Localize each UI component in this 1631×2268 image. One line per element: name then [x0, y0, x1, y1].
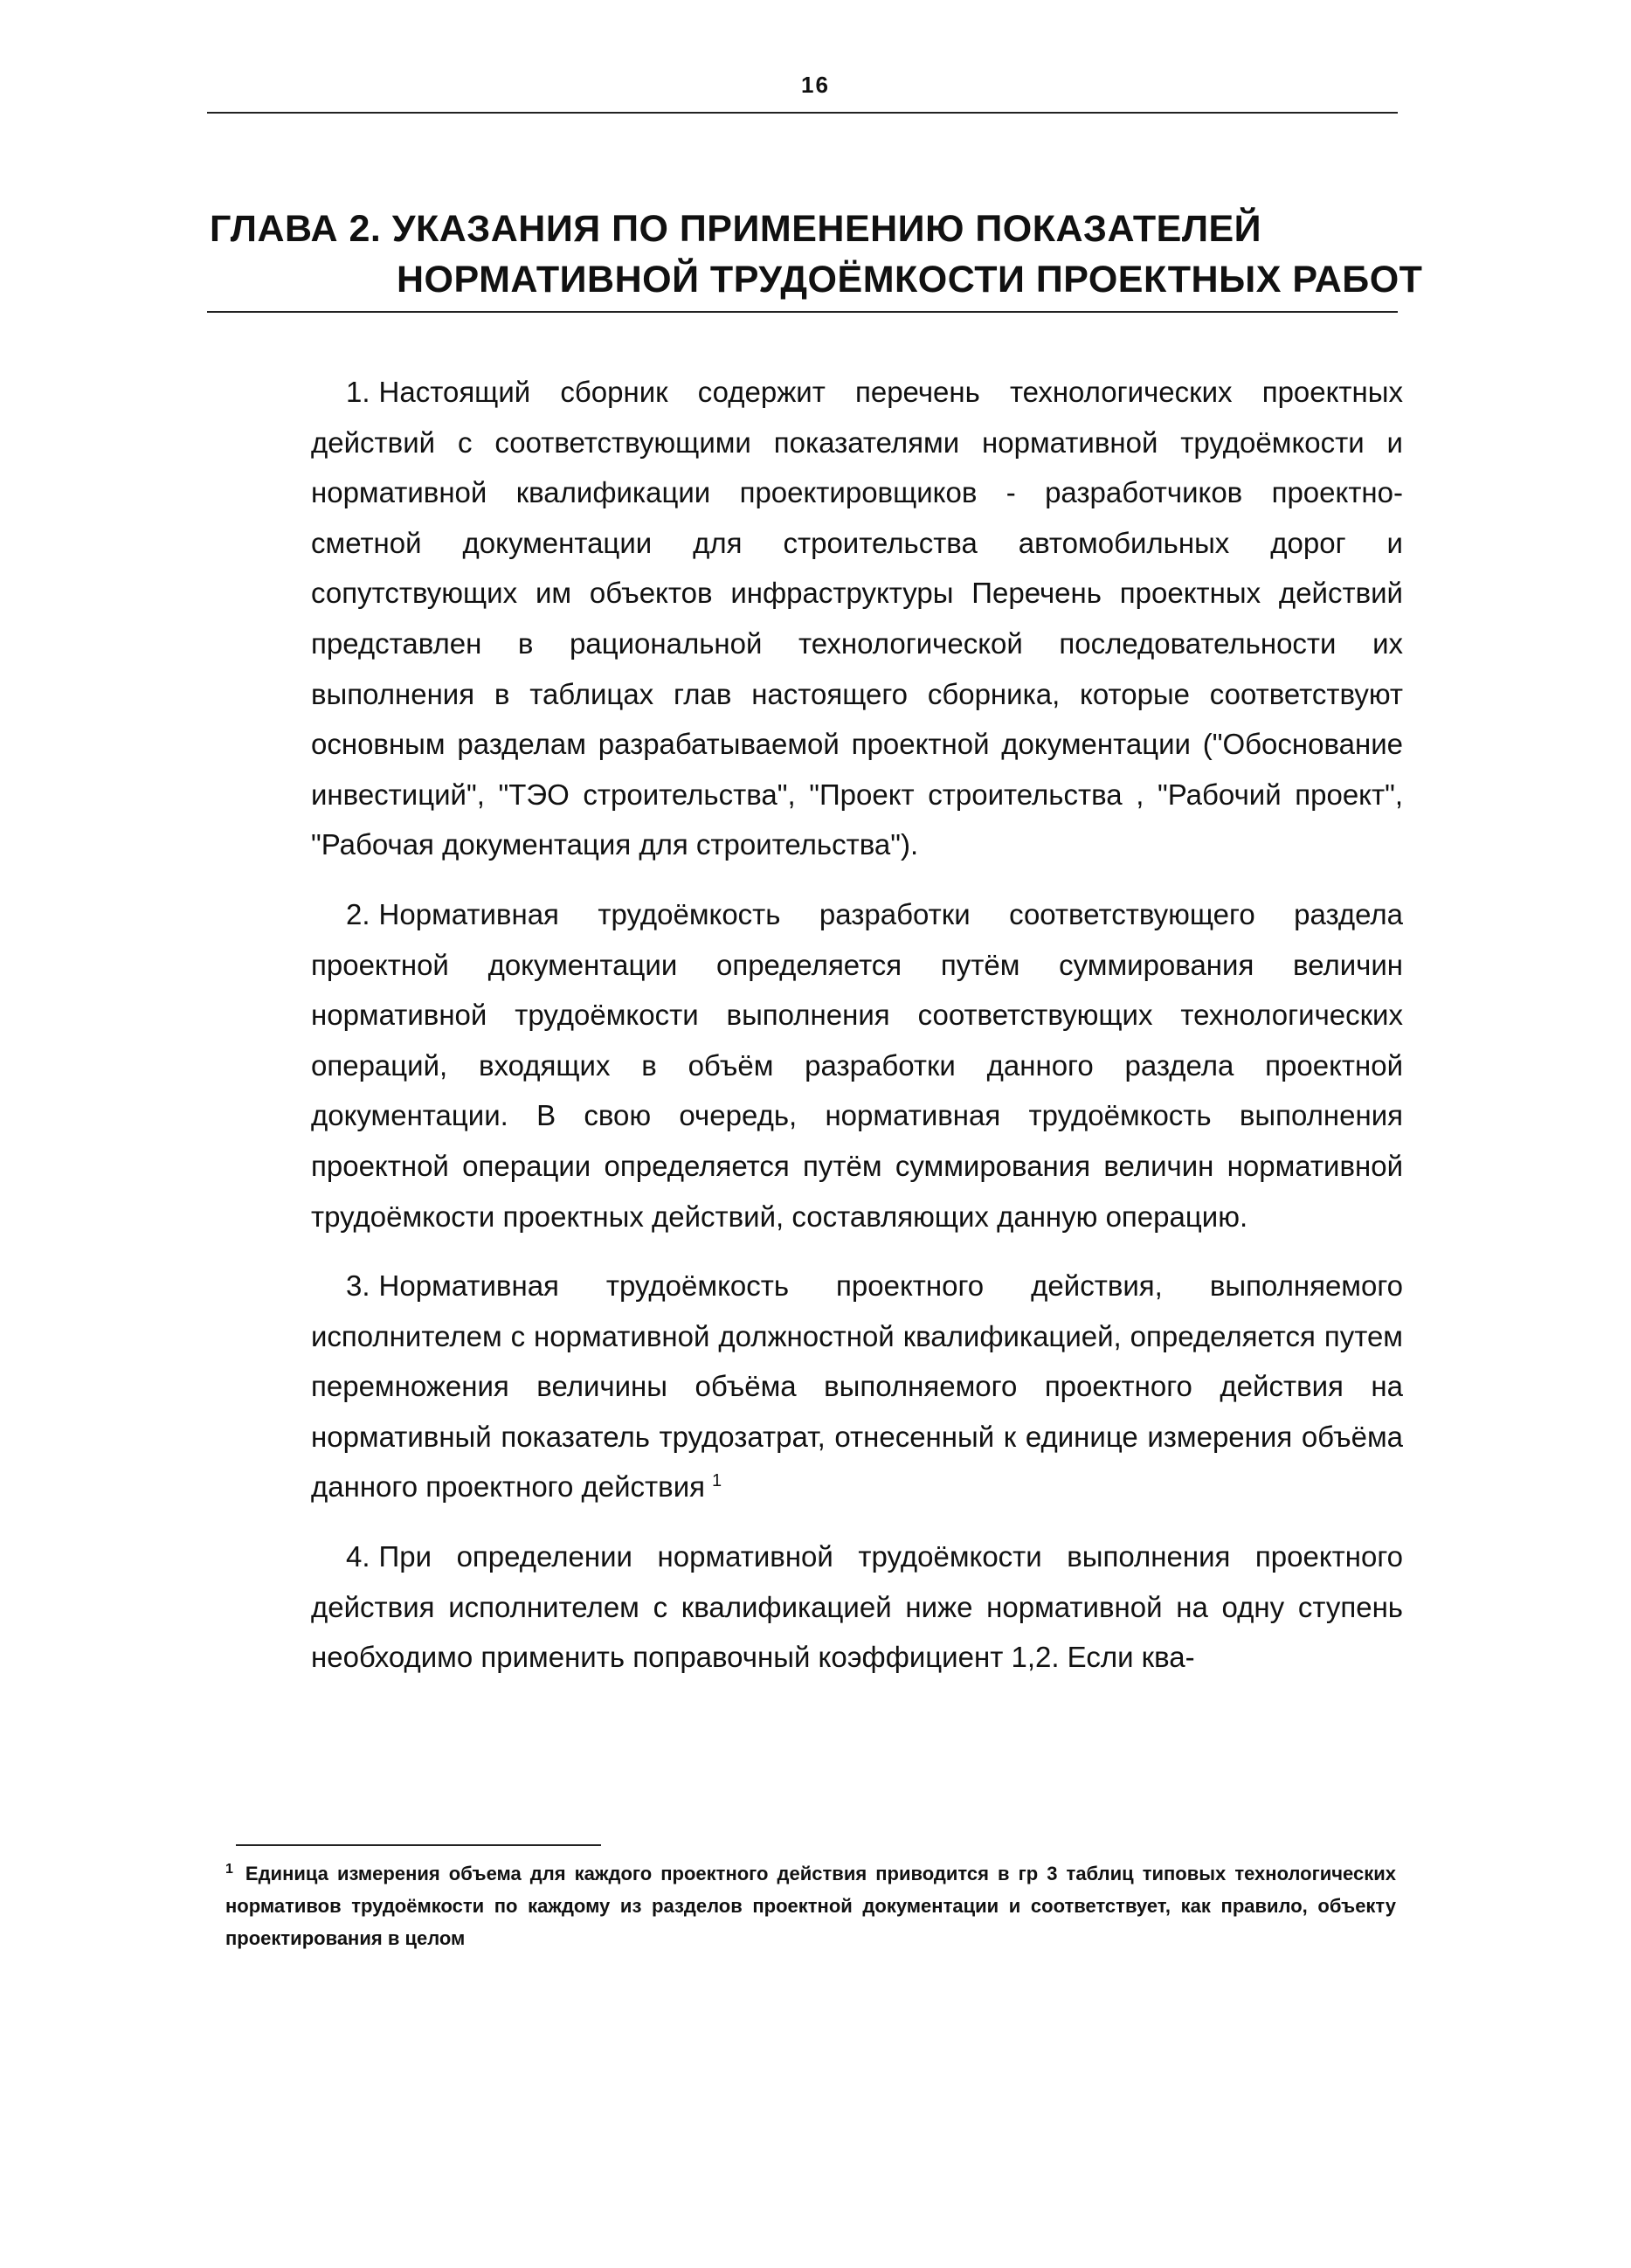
footnote-reference[interactable]: 1 [712, 1471, 722, 1491]
title-rule [207, 311, 1398, 313]
footnote [225, 1857, 1396, 1954]
paragraph-text: При определении нормативной трудоёмкости выполнения проектного действия исполнителем с квалификацией ниже нормативной на одну ступень необходимо применить поправочный коэффициент 1,2. Если ква- [311, 1540, 1403, 1674]
chapter-title [210, 204, 1433, 305]
paragraph-number: 4. [346, 1540, 370, 1573]
paragraph-1 [311, 367, 1403, 870]
paragraph-text: Нормативная трудоёмкость проектного действия, выполняемого исполнителем с нормативной должностной квалификацией, определяется путем перемножения величины объёма выполняемого проектного действия на нормативный показатель трудозатрат, отнесенный к единице измерения объёма данного проектного действия [311, 1269, 1403, 1504]
footnote-text: Единица измерения объема для каждого проектного действия приводится в гр 3 таблиц типовых технологических нормативов трудоёмкости по каждому из разделов проектной документации и соответствует, как правило, объекту проектирования в целом [225, 1863, 1396, 1949]
body-text [311, 367, 1403, 1683]
page-number: 16 [801, 72, 830, 98]
chapter-title-line-1: ГЛАВА 2. УКАЗАНИЯ ПО ПРИМЕНЕНИЮ ПОКАЗАТЕЛЕЙ [210, 208, 1262, 250]
paragraph-number: 1. [346, 376, 370, 408]
header-rule [207, 112, 1398, 114]
chapter-title-line-2: НОРМАТИВНОЙ ТРУДОЁМКОСТИ ПРОЕКТНЫХ РАБОТ [397, 259, 1423, 301]
paragraph-3 [311, 1261, 1403, 1512]
paragraph-number: 3. [346, 1269, 370, 1303]
paragraph-2 [311, 889, 1403, 1241]
paragraph-number: 2. [346, 897, 370, 930]
paragraph-text: Настоящий сборник содержит перечень технологических проектных действий с соответствующими показателями нормативной трудоёмкости и нормативной квалификации проектировщиков - разработчиков проектно-сметной документации для строительства автомобильных дорог и сопутствующих им объектов инфраструктуры Перечень проектных действий представлен в рациональной технологической последовательности их выполнения в таблицах глав настоящего сборника, которые соответствуют основным разделам разрабатываемой проектной документации ("Обоснование инвестиций", "ТЭО строительства", "Проект строительства , "Рабочий проект", "Рабочая документация для строительства"). [311, 376, 1403, 861]
footnote-separator [236, 1844, 601, 1846]
paragraph-4 [311, 1532, 1403, 1683]
footnote-mark: 1 [225, 1861, 233, 1877]
paragraph-text: Нормативная трудоёмкость разработки соответствующего раздела проектной документации определяется путём суммирования величин нормативной трудоёмкости выполнения соответствующих технологических операций, входящих в объём разработки данного раздела проектной документации. В свою очередь, нормативная трудоёмкость выполнения проектной операции определяется путём суммирования величин нормативной трудоёмкости проектных действий, составляющих данную операцию. [311, 897, 1403, 1233]
